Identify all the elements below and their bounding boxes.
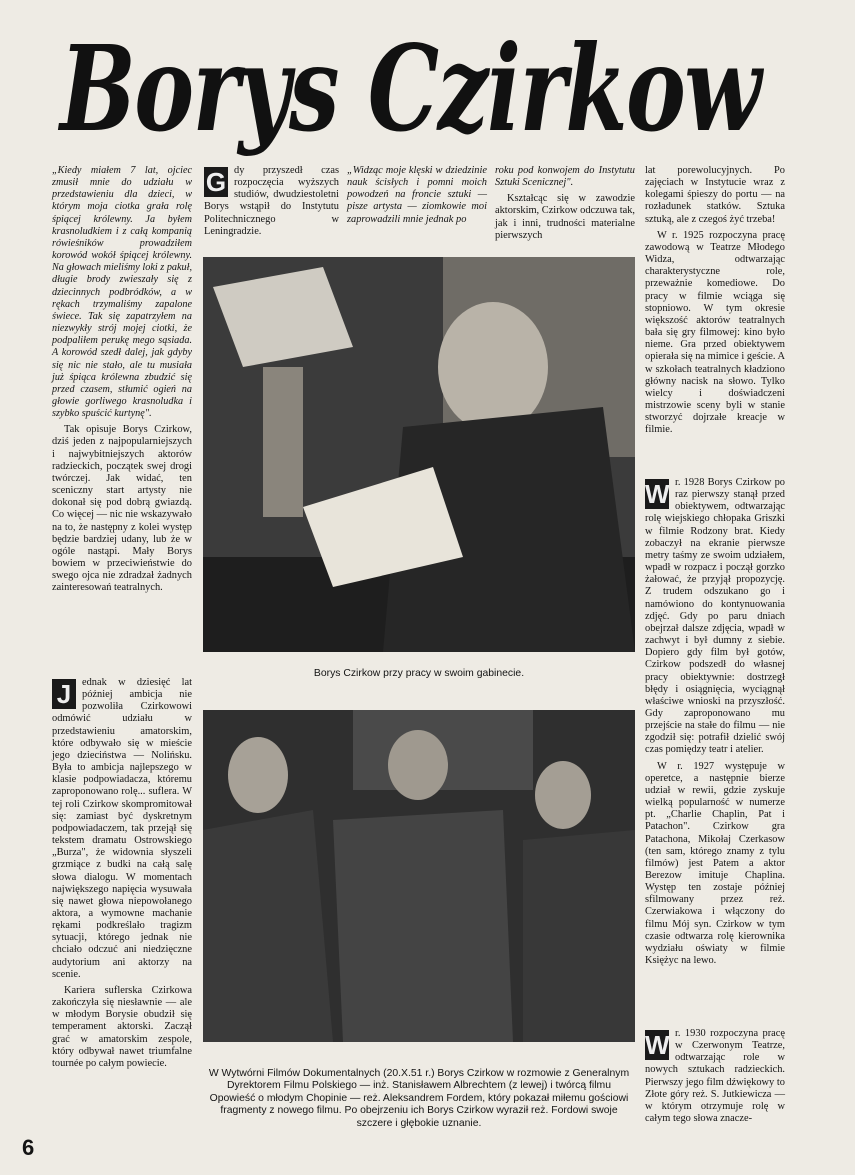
photo-actor-at-desk	[203, 257, 635, 652]
column-2	[204, 165, 339, 242]
paragraph: Kształcąc się w zawodzie aktorskim, Czirkow odczuwa tak, jak i inni, trudności materialne pierwszych	[495, 193, 635, 241]
intro-quote: „Kiedy miałem 7 lat, ojciec zmusił mnie do udziału w przedstawieniu dla dzieci, w którym moja ciotka grała rolę śpiącej królewny. Ja byłem krasnoludkiem i z całą kompanią rówieśników prowadziłem korowód wokół śpiącej królewny. Na głowach mieliśmy loki z pakuł, długie brody zwieszały się z dziecinnych podbródków, a w rękach trzymaliśmy zapalone świece. Tak się zapatrzyłem na niezwykły strój mojej ciotki, że podpaliłem perukę mego sąsiada. A korowód szedł dalej, jak gdyby się nic nie stało, ale tu musiała już śpiąca królewna zbudzić się przed czasem, stłumić ogień na głowie gorliwego krasnoludka i szybko spuścić kurtynę".	[52, 165, 192, 420]
column-1-lower	[52, 677, 192, 1074]
paragraph: Tak opisuje Borys Czirkow, dziś jeden z najpopularniejszych i najwybitniejszych aktorów radzieckich, początek swej drogi twórczej. Jak widać, ten sceniczny start artysty nie dokonał się pod dobrą gwiazdą. Co więcej — nic nie wskazywało na to, że następny z kolei występ będzie bardziej udany, lub że w ogóle nastąpi. Mały Borys bowiem w przeciwieństwie do swego ojca nie zdradzał żadnych zainteresowań teatralnych.	[52, 424, 192, 594]
column-5-bottom	[645, 1028, 785, 1129]
page-number: 6	[22, 1135, 35, 1160]
drop-cap: G	[205, 167, 227, 197]
title-lettering	[50, 10, 770, 160]
paragraph-dropcap	[52, 677, 192, 981]
paragraph-text: r. 1930 rozpoczyna pracę w Czerwonym Teatrze, odtwarzając role w nowych sztukach radzieckich. Pierwszy jego film dźwiękowy to Złote góry reż. S. Jutkiewicza — w którym otrzymuje rolę w całym tego słowa znacze-	[645, 1028, 785, 1125]
drop-cap: J	[52, 679, 76, 709]
paragraph-text: dy przyszedł czas rozpoczęcia wyższych studiów, dwudziestoletni Borys wstąpił do Instytutu Politechnicznego w Leningradzie.	[204, 165, 339, 237]
paragraph: lat porewolucyjnych. Po zajęciach w Instytucie wraz z kolegami śpieszy do portu — na rozładunek statków. Sztuka sztuką, ale z czegoś żyć trzeba!	[645, 165, 785, 225]
paragraph-dropcap	[204, 165, 339, 238]
paragraph: „Widząc moje klęski w dziedzinie nauk ścisłych i pomni moich powodzeń na froncie sztuki — pisze artysta — ziomkowie moi zaprowadzili mnie jednak po	[347, 165, 487, 225]
column-1	[52, 165, 192, 598]
paragraph-dropcap	[645, 1028, 785, 1125]
photo-2-caption: W Wytwórni Filmów Dokumentalnych (20.X.51 r.) Borys Czirkow w rozmowie z Generalnym Dyrektorem Filmu Polskiego — inż. Stanisławem Albrechtem (z lewej) i twórcą filmu Opowieść o młodym Chopinie — reż. Aleksandrem Fordem, który pokazał miłemu gościowi fragmenty z nowego filmu. Po obejrzeniu ich Borys Czirkow wyraził reż. Fordowi swoje szczere i głębokie uznanie.	[208, 1068, 630, 1129]
column-5	[645, 165, 785, 440]
paragraph: roku pod konwojem do Instytutu Sztuki Scenicznej".	[495, 165, 635, 189]
photo-1-caption: Borys Czirkow przy pracy w swoim gabinecie.	[313, 668, 525, 679]
photo-three-men-conversation	[203, 710, 635, 1042]
drop-cap: W	[645, 1030, 670, 1060]
title-text: Borys Czirkow	[57, 19, 765, 158]
column-4	[495, 165, 635, 246]
paragraph: W r. 1927 występuje w operetce, a następnie bierze udział w rewii, gdzie zyskuje wielką popularność w numerze pt. „Charlie Chaplin, Pat i Patachon". Czirkow gra Patachona, Mikołaj Czerkasow (ten sam, którego znamy z tylu filmów) jest Patem a aktor Berezow imituje Chaplina. Występ ten zostaje później sfilmowany przez reż. Czerwiakowa i włączony do filmu Mój syn. Czirkow w tym czasie odtwarza rolę kierownika wydziału oświaty w filmie Księżyc na lewo.	[645, 760, 785, 967]
paragraph: W r. 1925 rozpoczyna pracę zawodową w Teatrze Młodego Widza, odtwarzając charakterystyczne role, przeważnie komediowe. Do pracy w filmie wciąga się stopniowo. W tym okresie większość aktorów teatralnych bała się gry filmowej: kino było nieme. Gra przed obiektywem opierała się na mimice i geście. A w szkołach teatralnych kładziono główny nacisk na słowo. Tylko wielcy i doświadczeni mistrzowie sceny byli w stanie stworzyć dojrzałe kreacje w filmie.	[645, 229, 785, 436]
photo-three-men-image	[203, 710, 635, 1042]
article-title	[50, 10, 770, 160]
paragraph-text: r. 1928 Borys Czirkow po raz pierwszy stanął przed obiektywem, odtwarzając rolę wiejskiego chłopaka Griszki w filmie Rodzony brat. Kiedy zobaczył na ekranie pierwsze metry taśmy ze swoim udziałem, wpadł w rozpacz i począł gorzko żałować, że przyjął propozycję. Z trudem odszukano go i namówiono do kontynuowania zdjęć. Gdy po paru dniach obejrzał dalsze zdjęcia, wpadł w zachwyt i był dumny z siebie. Dopiero gdy film był gotów, Czirkow podszedł do własnej pracy obiektywnie: dostrzegł błędy i osiągnięcia, wyciągnął właściwe wnioski na przyszłość. Gdy zaproponowano mu przejście na stałe do filmu — nie zgodził się: potrafił dzielić swój czas pomiędzy teatr i atelier.	[645, 477, 785, 756]
photo-actor-at-desk-image	[203, 257, 635, 652]
drop-cap: W	[645, 479, 670, 509]
column-3	[347, 165, 487, 230]
paragraph-dropcap	[645, 477, 785, 757]
paragraph-text: ednak w dziesięć lat później ambicja nie pozwoliła Czirkowowi odmówić udziału w przedstawieniu amatorskim, które odbywało się w mieście jego dzieciństwa — Nolińsku. Była to ambicja najlepszego w klasie podpowiadacza, któremu zaproponowano rolę... suflera. W tej roli Czirkow skompromitował się: zamiast być dyskretnym podpowiadaczem, tak przejął się tekstem dramatu Ostrowskiego „Burza", że widownia słyszeli grzmiące z budki na całą salę słowa dialogu. W momentach największego napięcia wysuwała się nawet głowa niepowołanego aktora, a wymowne machanie rękami podkreślało tragizm sytuacji, którego jednak nie chciało odczuć ani niedzięczne audytorium ani aktorzy na scenie.	[52, 677, 192, 980]
column-5-mid	[645, 477, 785, 971]
paragraph: Kariera suflerska Czirkowa zakończyła się niesławnie — ale w młodym Borysie obudził się temperament aktorski. Zaczął grać w amatorskim zespole, który odbywał nawet triumfalne tournée po całym powiecie.	[52, 984, 192, 1069]
